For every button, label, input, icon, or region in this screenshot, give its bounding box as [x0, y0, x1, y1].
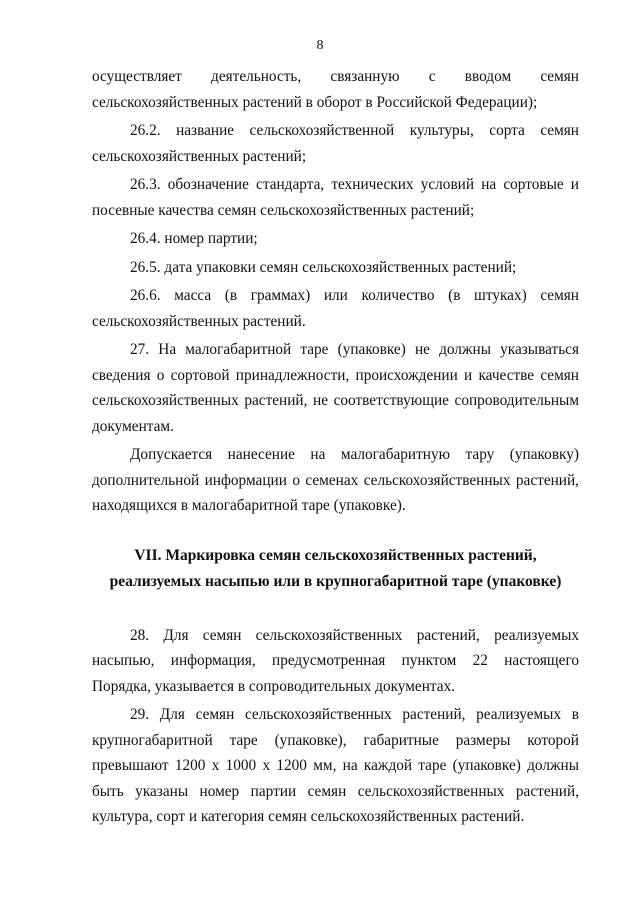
paragraph-26-5: 26.5. дата упаковки семян сельскохозяйственных растений; — [130, 258, 517, 276]
paragraph-27: 27. На малогабаритной таре (упаковке) не должны указываться сведения о сортовой принадлежности, происхождении и качестве семян сельскохозяйственных растений, не соответствующие сопроводительным документам. — [92, 341, 579, 435]
paragraph-27-addendum: Допускается нанесение на малогабаритную тару (упаковку) дополнительной информации о семенах сельскохозяйственных растений, находящихся в малогабаритной таре (упаковке). — [92, 446, 579, 514]
document-body — [92, 64, 579, 833]
paragraph-29: 29. Для семян сельскохозяйственных растений, реализуемых в крупногабаритной таре (упаковке), габаритные размеры которой превышают 1200 х 1000 х 1200 мм, на каждой таре (упаковке) должны быть указаны номер партии семян сельскохозяйственных растений, культура, сорт и категория семян сельскохозяйственных растений. — [92, 706, 579, 825]
page-number: 8 — [316, 38, 324, 53]
section-heading-line-2: реализуемых насыпью или в крупногабаритной таре (упаковке) — [109, 573, 562, 590]
paragraph-26-4: 26.4. номер партии; — [130, 230, 258, 247]
section-heading — [92, 543, 579, 596]
paragraph-26-6: 26.6. масса (в граммах) или количество (в штуках) семян сельскохозяйственных растений. — [92, 287, 579, 330]
paragraph-26-3: 26.3. обозначение стандарта, технических условий на сортовые и посевные качества семян сельскохозяйственных растений; — [92, 176, 579, 219]
paragraph-26-2: 26.2. название сельскохозяйственной культуры, сорта семян сельскохозяйственных растений; — [92, 122, 579, 165]
paragraph-28: 28. Для семян сельскохозяйственных растений, реализуемых насыпью, информация, предусмотренная пунктом 22 настоящего Порядка, указывается в сопроводительных документах. — [92, 626, 579, 695]
section-heading-line-1: VII. Маркировка семян сельскохозяйственных растений, — [134, 546, 537, 564]
paragraph-continuation: осуществляет деятельность, связанную с вводом семян сельскохозяйственных растений в оборот в Российской Федерации); — [92, 68, 579, 111]
